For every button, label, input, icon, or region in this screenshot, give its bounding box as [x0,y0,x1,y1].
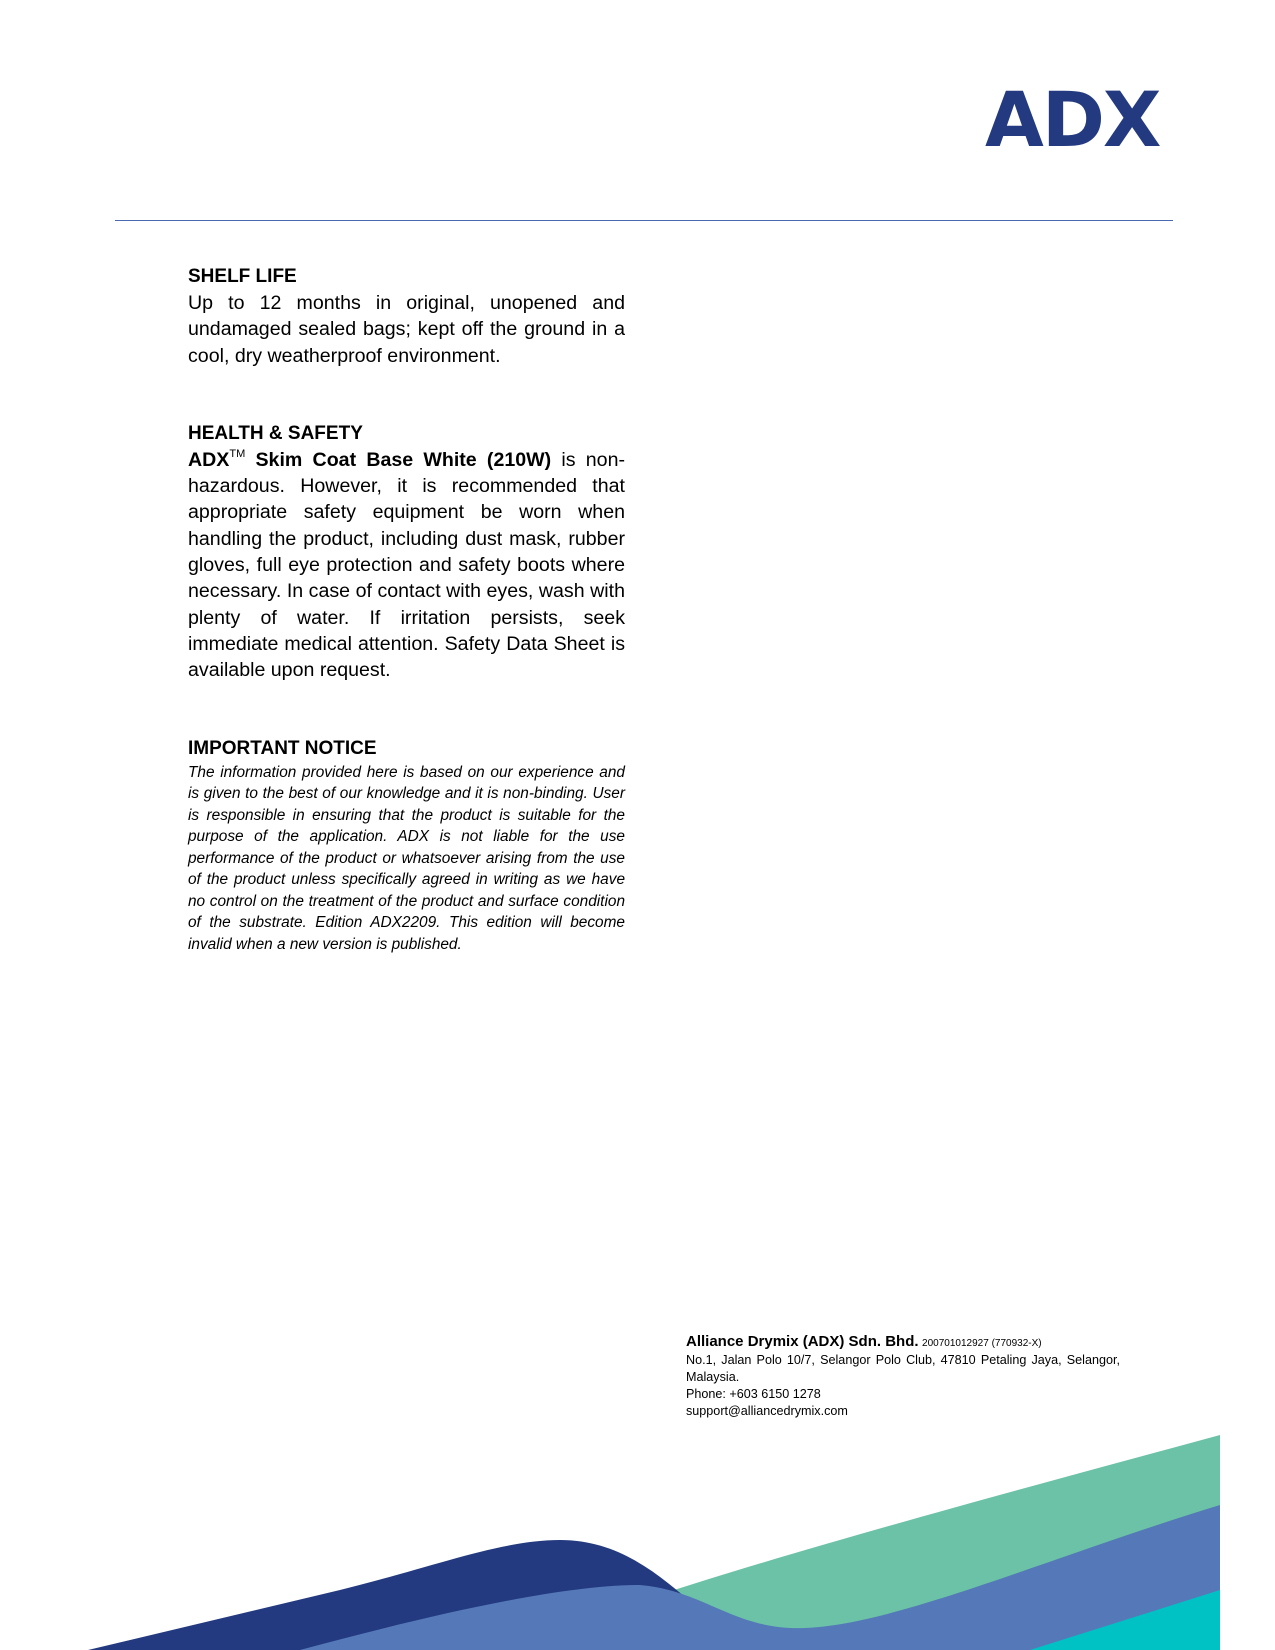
company-registration: 200701012927 (770932-X) [922,1338,1042,1349]
shelf-life-section [188,264,625,369]
product-brand: ADX [188,448,230,471]
trademark-mark: TM [229,448,246,461]
health-safety-text: is non-hazardous. However, it is recommended that appropriate safety equipment be worn when handling the product, including dust mask, rubber gloves, full eye protection and safety boots where necessary. In case of contact with eyes, wash with plenty of water. If irritation persists, seek immediate medical attention. Safety Data Sheet is available upon request. [188,448,625,682]
decorative-wave-graphic [0,1400,1275,1650]
shelf-life-body: Up to 12 months in original, unopened and undamaged sealed bags; kept off the ground in a cool, dry weatherproof environment. [188,292,625,367]
main-content [188,264,625,955]
health-safety-heading: HEALTH & SAFETY [188,422,363,444]
company-phone: Phone: +603 6150 1278 [686,1387,821,1401]
important-notice-heading: IMPORTANT NOTICE [188,737,377,759]
adx-logo: ADX [985,75,1160,164]
important-notice-section [188,736,625,956]
important-notice-body: The information provided here is based on our experience and is given to the best of our knowledge and it is non-binding. User is responsible in ensuring that the product is suitable for the purpose of the application. ADX is not liable for the use performance of the product or whatsoever arising from the use of the product unless specifically agreed in writing as we have no control on the treatment of the product and surface condition of the substrate. Edition ADX2209. This edition will become invalid when a new version is published. [188,763,625,953]
health-safety-section [188,421,625,684]
header-divider [115,220,1173,221]
company-line [686,1333,1120,1352]
company-name: Alliance Drymix (ADX) Sdn. Bhd. [686,1333,919,1350]
company-email[interactable]: support@alliancedrymix.com [686,1404,848,1418]
company-address: No.1, Jalan Polo 10/7, Selangor Polo Club, 47810 Petaling Jaya, Selangor, Malaysia. [686,1353,1120,1384]
health-safety-body [188,447,625,684]
product-name: Skim Coat Base White (210W) [245,448,552,471]
shelf-life-heading: SHELF LIFE [188,266,297,287]
